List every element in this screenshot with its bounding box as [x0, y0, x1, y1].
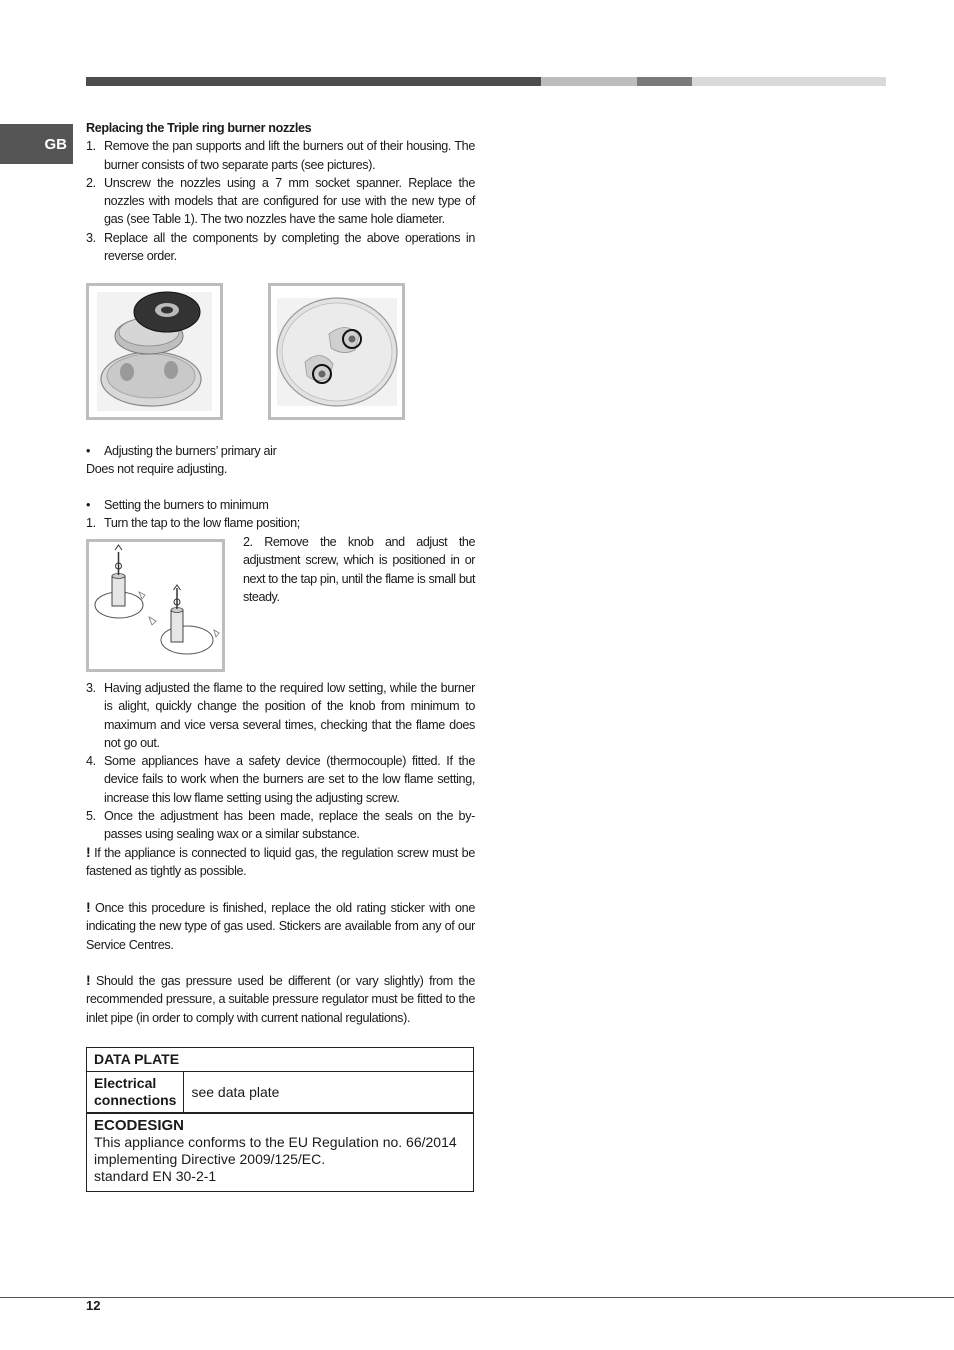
list-item: 3. Having adjusted the flame to the required low setting, while the burner is alight, quickly change the position of the knob from minimum to maximum and vice versa several times, checking that the flame does not go out. — [86, 681, 475, 750]
ecodesign-cell — [87, 1113, 474, 1192]
header-bar-segment — [692, 77, 886, 86]
burner-exploded-illustration — [89, 286, 220, 417]
burner-exploded-figure — [86, 283, 223, 420]
bullet-icon: • — [86, 444, 91, 458]
page-number: 12 — [86, 1298, 101, 1313]
bullet-item — [86, 496, 475, 514]
primary-air-section — [86, 442, 475, 479]
list-item: 1. Remove the pan supports and lift the burners out of their housing. The burner consists of two separate parts (see pictures). — [86, 139, 475, 172]
warning-icon: ! — [86, 899, 91, 915]
footer-rule — [0, 1297, 954, 1298]
warning-icon: ! — [86, 972, 91, 988]
ecodesign-title: ECODESIGN — [94, 1117, 185, 1134]
subheading: Adjusting the burners’ primary air — [104, 444, 277, 458]
minimum-steps — [86, 679, 475, 844]
list-item: 1. Turn the tap to the low flame position; — [86, 516, 300, 531]
adjustment-screw-figure — [86, 539, 225, 672]
electrical-connections-label: Electrical connections — [87, 1072, 184, 1114]
nozzle-location-figure — [268, 283, 405, 420]
warning-1: ! If the appliance is connected to liquid gas, the regulation screw must be fastened as tightly as possible. — [86, 844, 475, 879]
nozzle-section — [86, 119, 475, 265]
data-plate-header: DATA PLATE — [87, 1048, 474, 1072]
minimum-section — [86, 496, 475, 533]
data-plate-table — [86, 1047, 474, 1192]
bullet-icon: • — [86, 498, 91, 512]
bullet-item — [86, 442, 475, 460]
warning-icon: ! — [86, 844, 91, 860]
subheading: Setting the burners to minimum — [104, 498, 269, 512]
section-heading: Replacing the Triple ring burner nozzles — [86, 121, 312, 135]
header-bar-segment — [86, 77, 541, 86]
warning-2: ! Once this procedure is finished, replace the old rating sticker with one indicating the new type of gas used. Stickers are available from any of our Service Centres. — [86, 899, 475, 952]
ecodesign-line: This appliance conforms to the EU Regulation no. 66/2014 — [94, 1134, 457, 1150]
step-2-text: 2. Remove the knob and adjust the adjustment screw, which is positioned in or next to the tap pin, until the flame is small but steady. — [243, 535, 475, 604]
list-item: 5. Once the adjustment has been made, replace the seals on the by-passes using sealing wax or a similar substance. — [86, 809, 475, 842]
list-item: 3. Replace all the components by completing the above operations in reverse order. — [86, 230, 475, 264]
language-tab: GB — [0, 124, 73, 164]
electrical-connections-value: see data plate — [184, 1072, 474, 1114]
paragraph: Does not require adjusting. — [86, 462, 228, 477]
adjustment-screw-illustration — [89, 542, 222, 669]
nozzle-steps — [86, 137, 475, 265]
header-bar-segment — [541, 77, 637, 86]
list-item: 2. Unscrew the nozzles using a 7 mm socket spanner. Replace the nozzles with models that are configured for use with the new type of gas (see Table 1). The two nozzles have the same hole diameter. — [86, 175, 475, 227]
header-bar-segment — [637, 77, 692, 86]
ecodesign-line: standard EN 30-2-1 — [94, 1168, 217, 1184]
nozzle-location-illustration — [271, 286, 402, 417]
list-item: 4. Some appliances have a safety device (thermocouple) fitted. If the device fails to work when the burners are set to the low flame setting, increase this low flame setting using the adjusting screw. — [86, 754, 475, 805]
warning-3: ! Should the gas pressure used be different (or vary slightly) from the recommended pressure, a suitable pressure regulator must be fitted to the inlet pipe (in order to comply with current national regulations). — [86, 972, 475, 1025]
ecodesign-line: implementing Directive 2009/125/EC. — [94, 1151, 326, 1167]
header-color-bar — [86, 77, 886, 86]
minimum-steps-continued — [86, 679, 475, 844]
